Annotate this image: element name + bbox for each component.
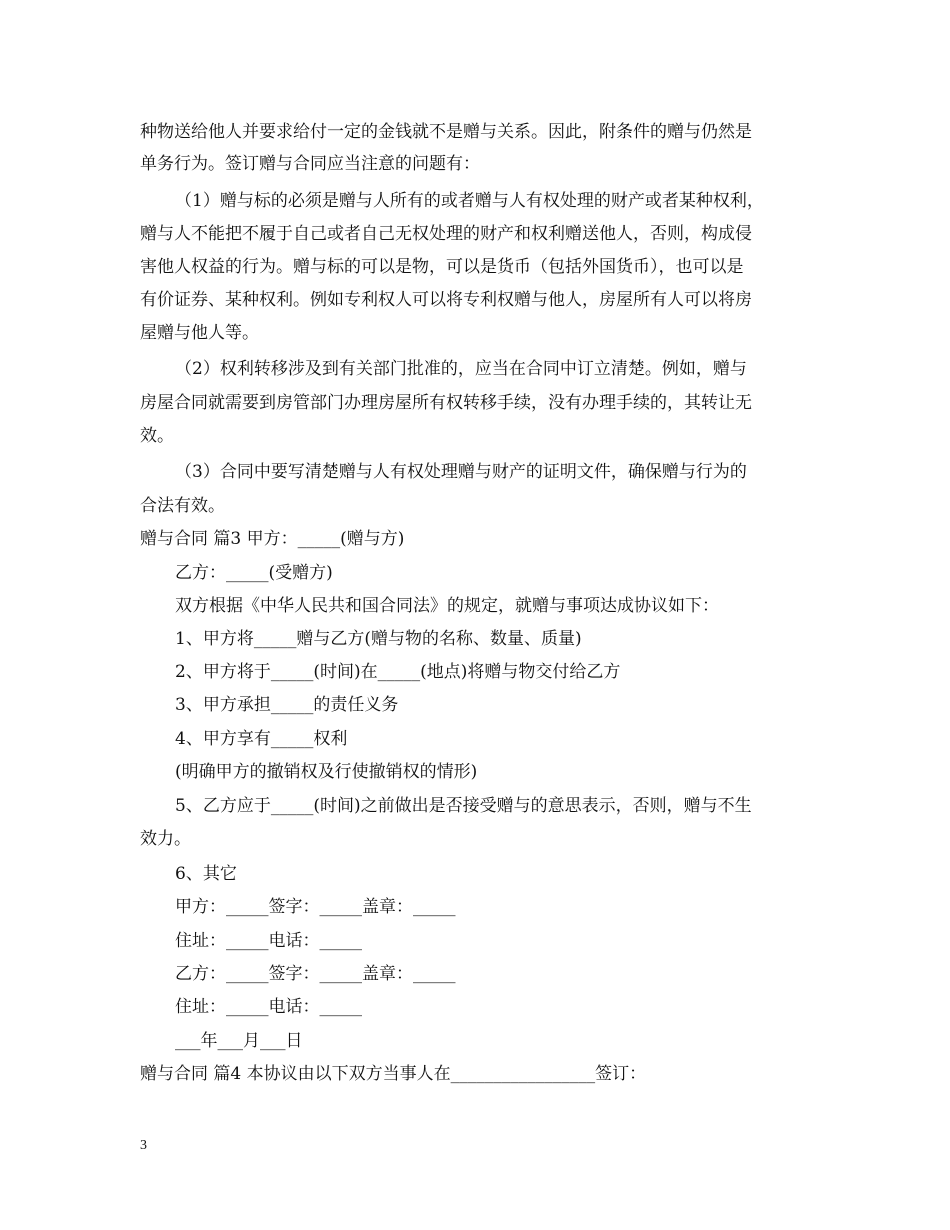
text-line: 5、乙方应于_____(时间)之前做出是否接受赠与的意思表示，否则，赠与不生 [175, 796, 752, 816]
text-line: 合法有效。 [140, 496, 225, 516]
text-line: 1、甲方将_____赠与乙方(赠与物的名称、数量、质量) [175, 629, 582, 649]
text-line: 乙方：_____签字：_____盖章：_____ [175, 964, 456, 984]
text-line: 赠与人不能把不履于自己或者自己无权处理的财产和权利赠送他人，否则，构成侵 [140, 224, 752, 244]
text-line: (明确甲方的撤销权及行使撤销权的情形) [175, 762, 478, 782]
text-line: 3、甲方承担_____的责任义务 [175, 695, 399, 715]
text-line: 6、其它 [175, 864, 237, 884]
text-line: 4、甲方享有_____权利 [175, 729, 348, 749]
text-line: ___年___月___日 [175, 1031, 303, 1051]
text-line: 效。 [140, 426, 174, 446]
text-line: 有价证券、某种权利。例如专利权人可以将专利权赠与他人，房屋所有人可以将房 [140, 290, 752, 310]
page-number: 3 [140, 1138, 147, 1153]
text-line: 赠与合同 篇4 本协议由以下双方当事人在_________________签订： [140, 1064, 647, 1084]
text-line: 种物送给他人并要求给付一定的金钱就不是赠与关系。因此，附条件的赠与仍然是 [140, 122, 752, 142]
text-line: 甲方：_____签字：_____盖章：_____ [175, 897, 456, 917]
text-line: （1）赠与标的必须是赠与人所有的或者赠与人有权处理的财产或者某种权利， [175, 191, 764, 211]
text-line: （2）权利转移涉及到有关部门批准的，应当在合同中订立清楚。例如，赠与 [175, 359, 747, 379]
text-line: 住址：_____电话：_____ [175, 997, 362, 1017]
text-line: （3）合同中要写清楚赠与人有权处理赠与财产的证明文件，确保赠与行为的 [175, 462, 747, 482]
text-line: 效力。 [140, 829, 191, 849]
text-line: 双方根据《中华人民共和国合同法》的规定，就赠与事项达成协议如下： [175, 596, 719, 616]
text-line: 害他人权益的行为。赠与标的可以是物，可以是货币（包括外国货币），也可以是 [140, 257, 744, 277]
text-line: 单务行为。签订赠与合同应当注意的问题有： [140, 154, 480, 174]
text-line: 2、甲方将于_____(时间)在_____(地点)将赠与物交付给乙方 [175, 662, 621, 682]
text-line: 住址：_____电话：_____ [175, 931, 362, 951]
text-line: 乙方：_____(受赠方) [175, 563, 333, 583]
text-line: 赠与合同 篇3 甲方：_____(赠与方) [140, 529, 405, 549]
text-line: 房屋合同就需要到房管部门办理房屋所有权转移手续，没有办理手续的，其转让无 [140, 393, 752, 413]
text-line: 屋赠与他人等。 [140, 323, 259, 343]
